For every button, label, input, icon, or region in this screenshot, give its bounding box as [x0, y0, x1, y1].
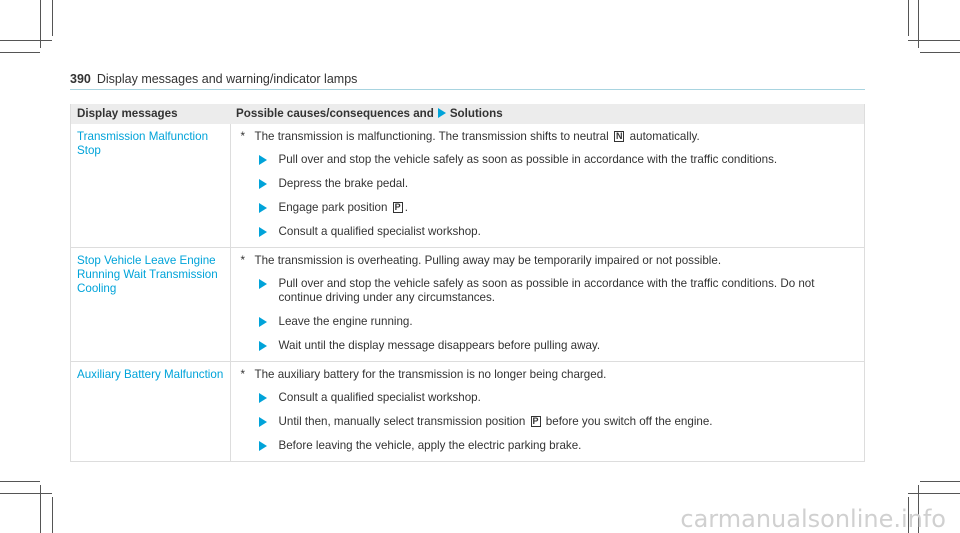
solution-step: [237, 201, 859, 215]
solution-cell: [230, 248, 865, 362]
solution-step: [237, 225, 859, 239]
step-text: [279, 415, 713, 429]
neutral-symbol-icon: N: [615, 131, 623, 141]
step-text: Pull over and stop the vehicle safely as soon as possible in accordance with the traffic conditions. Do not continue driving under any circumstances.: [278, 277, 815, 304]
step-text: Depress the brake pedal.: [278, 177, 409, 190]
arrow-icon: [438, 108, 446, 118]
crop-mark: [0, 52, 40, 53]
arrow-icon: [259, 393, 267, 403]
arrow-icon: [259, 203, 267, 213]
step-text-part: Until then, manually select transmission position: [278, 415, 526, 428]
solution-step: [237, 415, 859, 429]
solution-cell: [230, 362, 865, 462]
park-symbol-icon: P: [532, 416, 539, 426]
message-cell: Auxiliary Battery Malfunction: [71, 362, 231, 462]
col-header-causes-text: Possible causes/consequences and: [236, 107, 434, 120]
arrow-icon: [259, 179, 267, 189]
cause-text: [255, 130, 700, 144]
table-row: [71, 124, 865, 248]
arrow-icon: [259, 317, 267, 327]
cause-line: [237, 130, 859, 144]
message-cell: Stop Vehicle Leave Engine Running Wait Transmission Cooling: [71, 248, 231, 362]
step-text: Leave the engine running.: [278, 315, 413, 328]
step-text-part: before you switch off the engine.: [545, 415, 713, 428]
crop-mark: [0, 481, 40, 482]
cause-marker: *: [240, 254, 246, 267]
cause-line: [237, 254, 859, 268]
page-number: 390: [70, 72, 91, 86]
header-rule: [70, 89, 865, 90]
arrow-icon: [259, 441, 267, 451]
crop-mark: [52, 0, 53, 36]
crop-mark: [52, 497, 53, 533]
crop-mark: [908, 40, 960, 41]
step-text: Consult a qualified specialist workshop.: [278, 391, 481, 404]
solution-step: [237, 153, 859, 167]
cause-text: The auxiliary battery for the transmission is no longer being charged.: [254, 368, 607, 381]
crop-mark: [908, 493, 960, 494]
table-header-row: [71, 104, 865, 124]
crop-mark: [0, 493, 52, 494]
table-row: [71, 248, 865, 362]
step-text: Consult a qualified specialist workshop.: [278, 225, 481, 238]
cause-line: [237, 368, 859, 382]
col-header-messages: Display messages: [71, 104, 231, 124]
step-text: Pull over and stop the vehicle safely as soon as possible in accordance with the traffic conditions.: [278, 153, 778, 166]
cause-marker: *: [240, 368, 246, 381]
arrow-icon: [259, 227, 267, 237]
solution-step: [237, 339, 859, 353]
cause-text-part: automatically.: [629, 130, 700, 143]
solution-cell: [230, 124, 865, 248]
page-title: Display messages and warning/indicator lamps: [96, 72, 358, 86]
step-text: Engage park position P .: [278, 201, 408, 214]
crop-mark: [0, 40, 52, 41]
solution-step: [237, 277, 859, 305]
step-text: Before leaving the vehicle, apply the electric parking brake.: [278, 439, 582, 452]
watermark: carmanualsonline.info: [680, 505, 946, 533]
crop-mark: [920, 481, 960, 482]
arrow-icon: [259, 341, 267, 351]
arrow-icon: [259, 417, 267, 427]
solution-step: [237, 177, 859, 191]
page-header: [70, 72, 870, 86]
solution-step: [237, 439, 859, 453]
col-header-causes: [230, 104, 865, 124]
table-row: [71, 362, 865, 462]
crop-mark: [908, 0, 909, 36]
display-messages-table: [70, 104, 865, 462]
crop-mark: [920, 52, 960, 53]
cause-marker: *: [240, 130, 246, 143]
park-symbol-icon: P: [394, 202, 401, 212]
arrow-icon: [259, 155, 267, 165]
cause-text-part: The transmission is malfunctioning. The transmission shifts to neutral: [254, 130, 609, 143]
step-text-part: Engage park position: [278, 201, 388, 214]
cause-text: The transmission is overheating. Pulling away may be temporarily impaired or not possible.: [254, 254, 722, 267]
step-text: Wait until the display message disappears before pulling away.: [278, 339, 601, 352]
arrow-icon: [259, 279, 267, 289]
solution-step: [237, 391, 859, 405]
col-header-solutions-text: Solutions: [449, 107, 503, 120]
solution-step: [237, 315, 859, 329]
message-cell: Transmission Malfunction Stop: [71, 124, 231, 248]
